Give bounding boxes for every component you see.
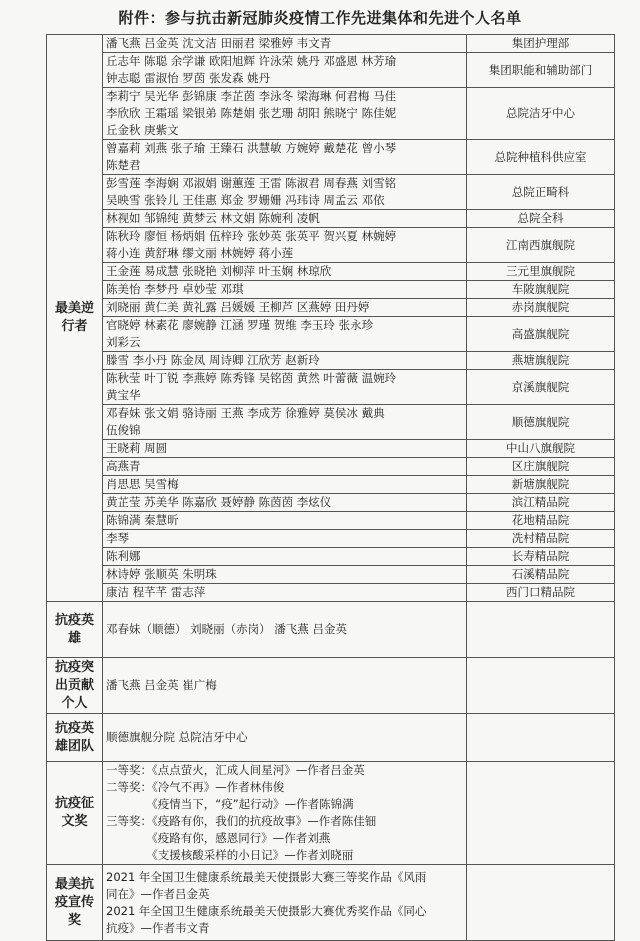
unit-cell: 中山八旗舰院 xyxy=(467,440,615,458)
table-row xyxy=(47,35,615,53)
name-line: 滕雪 李小丹 陈金凤 周诗卿 江欣芳 赵新玲 xyxy=(106,353,320,367)
table-row xyxy=(47,263,615,281)
name-line: 陈利娜 xyxy=(106,549,141,563)
unit-cell: 集团职能和辅助部门 xyxy=(467,53,615,88)
category-cell: 抗疫英雄 xyxy=(47,602,103,658)
table-row xyxy=(47,494,615,512)
table-row xyxy=(47,762,615,865)
content-cell xyxy=(103,714,467,762)
name-line: 李欣欣 王霜瑶 梁银弟 陈楚娟 张艺珊 胡阳 熊晓宁 陈佳妮 xyxy=(106,106,397,120)
name-line: 高燕青 xyxy=(106,459,141,473)
name-line: 陈秋玲 廖恒 杨炳娟 伍梓玲 张妙英 张英平 贺兴夏 林婉婷 xyxy=(106,229,397,243)
names-cell xyxy=(103,476,467,494)
unit-cell: 冼村精品院 xyxy=(467,530,615,548)
content-line: 潘飞燕 吕金英 崔广梅 xyxy=(106,678,217,692)
name-line: 丘志年 陈聪 余学谦 欧阳旭辉 许泳荣 姚丹 邓盛恩 林芳瑜 xyxy=(106,54,397,68)
table-row xyxy=(47,476,615,494)
name-line: 康洁 程芊芊 雷志萍 xyxy=(106,585,206,599)
content-line: 一等奖：《点点萤火，汇成人间星河》—作者吕金英 xyxy=(106,763,365,777)
content-line: 邓春妹（顺德） 刘晓丽（赤岗） 潘飞燕 吕金英 xyxy=(106,622,347,636)
content-line: 同在》—作者吕金英 xyxy=(106,886,210,901)
content-cell xyxy=(103,762,467,865)
blank-cell xyxy=(467,602,615,658)
content-line: 二等奖：《冷气不再》—作者林伟俊 xyxy=(106,780,285,794)
name-line: 黄芷莹 苏美华 陈嘉欣 聂婷静 陈茵茵 李炫仪 xyxy=(106,495,332,509)
name-line: 钟志聪 雷淑怡 罗茵 张发森 姚丹 xyxy=(106,71,271,85)
names-cell xyxy=(103,281,467,299)
names-cell xyxy=(103,370,467,405)
category-cell: 最美抗疫宣传奖 xyxy=(47,865,103,941)
table-row xyxy=(47,352,615,370)
content-line: 顺德旗舰分院 总院洁牙中心 xyxy=(106,730,248,744)
table-row xyxy=(47,88,615,140)
table-row xyxy=(47,584,615,602)
unit-cell: 车陂旗舰院 xyxy=(467,281,615,299)
names-cell xyxy=(103,352,467,370)
name-line: 彭雪莲 李海娴 邓淑娟 谢蕙莲 王雷 陈淑君 周春燕 刘雪铭 xyxy=(106,176,397,190)
name-line: 蒋小连 黄舒琳 缪文丽 林婉婷 蒋小莲 xyxy=(106,246,294,260)
name-line: 林视如 邹锦纯 黄梦云 林文娟 陈婉利 凌帆 xyxy=(106,211,320,225)
table-row xyxy=(47,53,615,88)
name-line: 肖思思 吴雪梅 xyxy=(106,477,179,491)
content-line: 2021 年全国卫生健康系统最美天使摄影大赛优秀奖作品《同心 xyxy=(106,903,427,918)
names-cell xyxy=(103,440,467,458)
content-cell xyxy=(103,602,467,658)
table-row xyxy=(47,299,615,317)
names-cell xyxy=(103,584,467,602)
blank-cell xyxy=(467,714,615,762)
names-cell xyxy=(103,299,467,317)
table-row xyxy=(47,714,615,762)
name-line: 刘晓丽 黄仁美 黄礼露 吕媛媛 王柳芦 区燕婷 田丹婷 xyxy=(106,300,370,314)
names-cell xyxy=(103,35,467,53)
name-line: 官晓婷 林素花 廖婉静 江涵 罗瑾 贺维 李玉玲 张永珍 xyxy=(106,318,374,332)
table-row xyxy=(47,175,615,210)
names-cell xyxy=(103,566,467,584)
category-cell: 抗疫征文奖 xyxy=(47,762,103,865)
blank-cell xyxy=(467,658,615,714)
table-row xyxy=(47,658,615,714)
name-line: 邓春妹 张文娟 骆诗丽 王燕 李成芳 徐雅婷 莫侯冰 戴典 xyxy=(106,406,385,420)
table-row xyxy=(47,370,615,405)
name-line: 陈楚君 xyxy=(106,158,141,172)
category-cell: 抗疫英雄团队 xyxy=(47,714,103,762)
unit-cell: 总院正畸科 xyxy=(467,175,615,210)
table-row xyxy=(47,317,615,352)
table-row xyxy=(47,228,615,263)
table-row xyxy=(47,512,615,530)
table-row xyxy=(47,458,615,476)
table-row xyxy=(47,566,615,584)
table-row xyxy=(47,440,615,458)
unit-cell: 长寿精品院 xyxy=(467,548,615,566)
unit-cell: 京溪旗舰院 xyxy=(467,370,615,405)
content-line: 《支援核酸采样的小日记》—作者刘晓丽 xyxy=(106,848,354,862)
category-cell: 最美逆行者 xyxy=(47,35,103,602)
unit-cell: 总院洁牙中心 xyxy=(467,88,615,140)
name-line: 陈锦满 秦慧昕 xyxy=(106,513,179,527)
content-cell xyxy=(103,865,467,941)
unit-cell: 总院种植科供应室 xyxy=(467,140,615,175)
name-line: 李莉宁 吴光华 彭锦康 李芷茵 李泳冬 梁海琳 何君梅 马佳 xyxy=(106,89,397,103)
names-cell xyxy=(103,458,467,476)
unit-cell: 石溪精品院 xyxy=(467,566,615,584)
unit-cell: 燕塘旗舰院 xyxy=(467,352,615,370)
names-cell xyxy=(103,494,467,512)
names-cell xyxy=(103,530,467,548)
names-cell xyxy=(103,405,467,440)
name-line: 伍俊锦 xyxy=(106,423,141,437)
table-row xyxy=(47,602,615,658)
unit-cell: 滨江精品院 xyxy=(467,494,615,512)
name-line: 陈美怡 李梦丹 卓妙莹 邓琪 xyxy=(106,282,244,296)
name-line: 王金莲 易成慧 张晓艳 刘柳萍 叶玉娴 林琼欣 xyxy=(106,264,332,278)
names-cell xyxy=(103,263,467,281)
unit-cell: 区庄旗舰院 xyxy=(467,458,615,476)
name-line: 丘金秋 庚紫文 xyxy=(106,123,179,137)
names-cell xyxy=(103,317,467,352)
name-line: 吴映雪 张铃儿 王佳惠 郑金 罗姗姗 冯玮诗 周孟云 邓依 xyxy=(106,193,385,207)
table-row xyxy=(47,140,615,175)
award-list-table xyxy=(46,34,615,941)
blank-cell xyxy=(467,762,615,865)
blank-cell xyxy=(467,865,615,941)
table-row xyxy=(47,865,615,941)
names-cell xyxy=(103,548,467,566)
unit-cell: 花地精品院 xyxy=(467,512,615,530)
names-cell xyxy=(103,512,467,530)
page-title: 附件：参与抗击新冠肺炎疫情工作先进集体和先进个人名单 xyxy=(118,8,522,27)
name-line: 潘飞燕 吕金英 沈文洁 田丽君 梁雅婷 韦文青 xyxy=(106,36,332,50)
content-line: 《疫路有你，感恩同行》—作者刘燕 xyxy=(106,831,331,845)
unit-cell: 三元里旗舰院 xyxy=(467,263,615,281)
content-line: 三等奖：《疫路有你，我们的抗疫故事》—作者陈佳钿 xyxy=(106,814,377,828)
unit-cell: 西门口精品院 xyxy=(467,584,615,602)
names-cell xyxy=(103,228,467,263)
unit-cell: 总院全科 xyxy=(467,210,615,228)
category-cell: 抗疫突出贡献个人 xyxy=(47,658,103,714)
table-row xyxy=(47,281,615,299)
names-cell xyxy=(103,140,467,175)
names-cell xyxy=(103,210,467,228)
table-row xyxy=(47,210,615,228)
name-line: 黄宝华 xyxy=(106,388,141,402)
name-line: 刘彩云 xyxy=(106,335,141,349)
content-line: 《疫情当下，“疫”起行动》—作者陈锦满 xyxy=(106,797,354,811)
names-cell xyxy=(103,175,467,210)
content-line: 2021 年全国卫生健康系统最美天使摄影大赛三等奖作品《风雨 xyxy=(106,869,427,884)
unit-cell: 高盛旗舰院 xyxy=(467,317,615,352)
table-row xyxy=(47,530,615,548)
name-line: 曾嘉莉 刘燕 张子瑜 王臻石 洪慧敏 方婉婷 戴楚花 曾小琴 xyxy=(106,141,397,155)
unit-cell: 新塘旗舰院 xyxy=(467,476,615,494)
name-line: 林诗婷 张顺英 朱明珠 xyxy=(106,567,217,581)
name-line: 王晓莉 周圆 xyxy=(106,441,168,455)
unit-cell: 顺德旗舰院 xyxy=(467,405,615,440)
unit-cell: 集团护理部 xyxy=(467,35,615,53)
unit-cell: 赤岗旗舰院 xyxy=(467,299,615,317)
names-cell xyxy=(103,53,467,88)
unit-cell: 江南西旗舰院 xyxy=(467,228,615,263)
name-line: 陈秋莹 叶丁锐 李燕婷 陈秀锋 吴铭茵 黄然 叶蕾薇 温婉玲 xyxy=(106,371,397,385)
table-row xyxy=(47,405,615,440)
names-cell xyxy=(103,88,467,140)
table-row xyxy=(47,548,615,566)
content-cell xyxy=(103,658,467,714)
name-line: 李琴 xyxy=(106,531,129,545)
content-line: 抗疫》—作者韦文青 xyxy=(106,920,210,935)
